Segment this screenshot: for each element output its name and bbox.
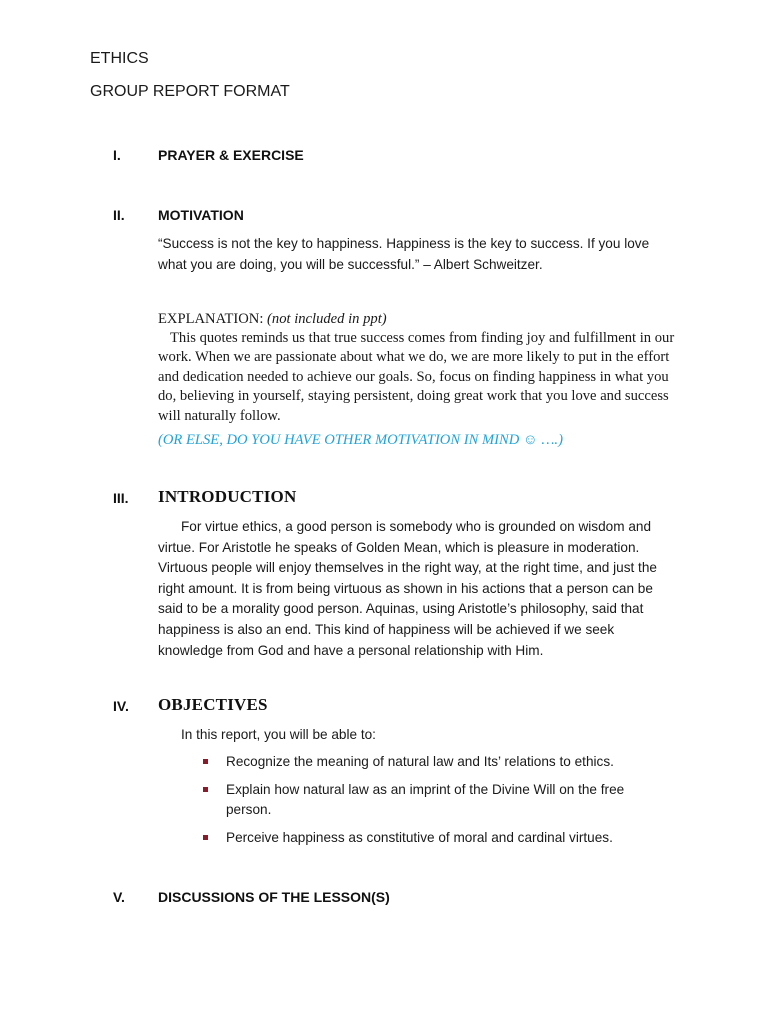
- square-bullet-icon: [203, 759, 208, 764]
- section-1-title: PRAYER & EXERCISE: [158, 147, 304, 163]
- alternative-motivation-prompt: (OR ELSE, DO YOU HAVE OTHER MOTIVATION IN MIND ☺ ….): [158, 432, 563, 448]
- section-5-title: DISCUSSIONS OF THE LESSON(S): [158, 889, 390, 905]
- section-3-title: INTRODUCTION: [158, 487, 297, 506]
- objective-text: Explain how natural law as an imprint of the Divine Will on the free person.: [226, 781, 625, 818]
- motivation-quote: “Success is not the key to happiness. Happiness is the key to success. If you love what you are doing, you will be successful.” – Albert Schweitzer.: [158, 236, 650, 272]
- section-4-number: IV.: [113, 698, 129, 714]
- objective-text: Perceive happiness as constitutive of moral and cardinal virtues.: [226, 829, 613, 845]
- list-item: [200, 752, 660, 773]
- square-bullet-icon: [203, 835, 208, 840]
- list-item: [200, 828, 660, 849]
- section-1-number: I.: [113, 147, 121, 163]
- section-3-number: III.: [113, 490, 129, 506]
- doc-title: GROUP REPORT FORMAT: [90, 83, 290, 100]
- section-4-title: OBJECTIVES: [158, 695, 268, 714]
- objectives-intro: In this report, you will be able to:: [181, 727, 376, 742]
- doc-subject: ETHICS: [90, 50, 149, 67]
- explanation-text: This quotes reminds us that true success comes from finding joy and fulfillment in our work. When we are passionate about what we do, we are more likely to put in the effort and dedication needed to achieve our goals. So, focus on finding happiness in what you do, believing in yourself, staying persistent, doing great work that you love and success will naturally follow.: [158, 330, 675, 424]
- list-item: [200, 780, 660, 821]
- square-bullet-icon: [203, 787, 208, 792]
- explanation-heading: [158, 310, 678, 329]
- objective-text: Recognize the meaning of natural law and Its’ relations to ethics.: [226, 754, 614, 769]
- introduction-text: For virtue ethics, a good person is somebody who is grounded on wisdom and virtue. For Aristotle he speaks of Golden Mean, which is pleasure in moderation. Virtuous people will enjoy themselves in the right way, at the right time, and just the right amount. It is from being virtuous as shown in his actions that a person can be said to be a morality good person. Aquinas, using Aristotle’s philosophy, said that happiness is also an end. This kind of happiness will be achieved if we seek knowledge from God and have a personal relationship with Him.: [158, 519, 657, 658]
- objectives-list: [200, 752, 660, 855]
- explanation-label: EXPLANATION:: [158, 311, 268, 327]
- section-2-number: II.: [113, 207, 125, 223]
- section-2-title: MOTIVATION: [158, 207, 244, 223]
- section-5-number: V.: [113, 889, 125, 905]
- explanation-note: (not included in ppt): [267, 311, 387, 327]
